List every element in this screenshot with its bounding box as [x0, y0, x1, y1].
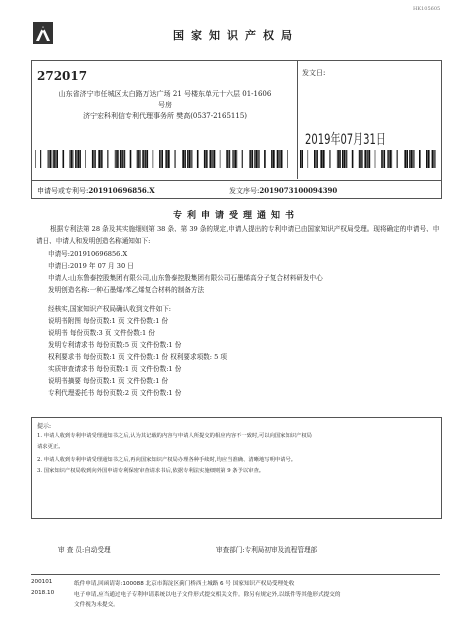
application-date-line: 申请日:2019 年 07 月 30 日 — [48, 262, 134, 270]
reminder-item: 请求更正。 — [37, 444, 64, 450]
footer-text-3: 文件视为未提交。 — [74, 602, 119, 608]
footer-text-1: 纸件申请,回函请寄:100088 北京市海淀区蓟门桥西土城路 6 号 国家知识产权局受理处收 — [74, 581, 295, 587]
document-item: 发明专利请求书 每份页数:5 页 文件份数:1 份 — [48, 341, 182, 349]
footer-code-2: 2018.10 — [31, 590, 55, 596]
form-number: HK105605 — [413, 6, 441, 12]
document-item: 专利代理委托书 每份页数:2 页 文件份数:1 份 — [48, 389, 182, 397]
serial-barcode — [300, 150, 436, 168]
footer-code-1: 200101 — [31, 579, 53, 585]
recipient-address — [41, 89, 289, 122]
application-number — [37, 186, 155, 196]
notice-title: 专利申请受理通知书 — [172, 211, 299, 221]
send-date: 2019年07月31日 — [305, 132, 386, 148]
notice-paragraph: 根据专利法第 28 条及其实施细则第 38 条、第 39 条的规定,申请人提出的专利申请已由国家知识产权局受理。现将确定的申请号、申请日、申请人和发明创造名称通知如下: — [36, 225, 440, 245]
applicant-line: 申请人:山东鲁泰控股集团有限公司,山东鲁泰控股集团有限公司石墨烯高分子复合材料研发中心 — [48, 274, 323, 282]
examining-department: 审查部门:专利局初审及流程管理部 — [216, 546, 318, 554]
address-line-1: 山东省济宁市任城区太白路万达广场 21 号楼东单元十六层 01-1606 — [58, 90, 272, 98]
invention-title-line: 发明创造名称:一种石墨烯/苯乙烯复合材料的制备方法 — [48, 286, 205, 294]
serial-number-label: 发文序号: — [229, 187, 260, 195]
address-line-2: 号房 — [158, 101, 172, 109]
footer-divider — [31, 574, 440, 575]
reminder-item: 3. 国家知识产权局收到向外国申请专利保密审查请求书后,依据专利法实施细则第 9 条予以审查。 — [37, 468, 265, 474]
reminder-title: 提示: — [37, 423, 52, 430]
serial-number-value: 2019073100094390 — [259, 186, 338, 195]
document-item: 说明书摘要 每份页数:1 页 文件份数:1 份 — [48, 377, 169, 385]
footer-text-2: 电子申请,应当通过电子专利申请系统以电子文件形式提交相关文件。除另有规定外,以纸件等其他形式提交的 — [74, 592, 341, 598]
examiner: 审 查 员:自动受理 — [58, 546, 111, 554]
send-date-label: 发文日: — [302, 69, 326, 77]
reminder-item: 2. 申请人收到专利申请受理通知书之后,再向国家知识产权局办理各种手续时,均应当准确、清晰地写明申请号。 — [37, 457, 297, 463]
address-divider — [297, 60, 298, 179]
office-title: 国家知识产权局 — [173, 29, 299, 42]
postal-code: 272017 — [37, 69, 88, 83]
document-item: 权利要求书 每份页数:1 页 文件份数:1 份 权利要求项数: 5 项 — [48, 353, 227, 361]
address-line-3: 济宁宏科利信专利代理事务所 樊高(0537-2165115) — [82, 112, 248, 120]
document-item: 说明书 每份页数:3 页 文件份数:1 份 — [48, 329, 155, 337]
documents-intro: 经核实,国家知识产权局确认收到文件如下: — [48, 305, 172, 313]
document-item: 实质审查请求书 每份页数:1 页 文件份数:1 份 — [48, 365, 182, 373]
application-number-value: 201910696856.X — [88, 186, 155, 195]
documents-list — [48, 315, 227, 399]
document-item: 说明书附图 每份页数:1 页 文件份数:1 份 — [48, 317, 169, 325]
application-number-label: 申请号或专利号: — [37, 187, 89, 195]
address-barcode — [35, 150, 290, 168]
application-number-line: 申请号:201910696856.X — [48, 250, 128, 258]
reminder-item: 1. 申请人收到专利申请受理通知书之后,认为其记载的内容与申请人所提交的相应内容不一致时,可以向国家知识产权局 — [37, 433, 312, 439]
serial-number — [229, 186, 337, 196]
